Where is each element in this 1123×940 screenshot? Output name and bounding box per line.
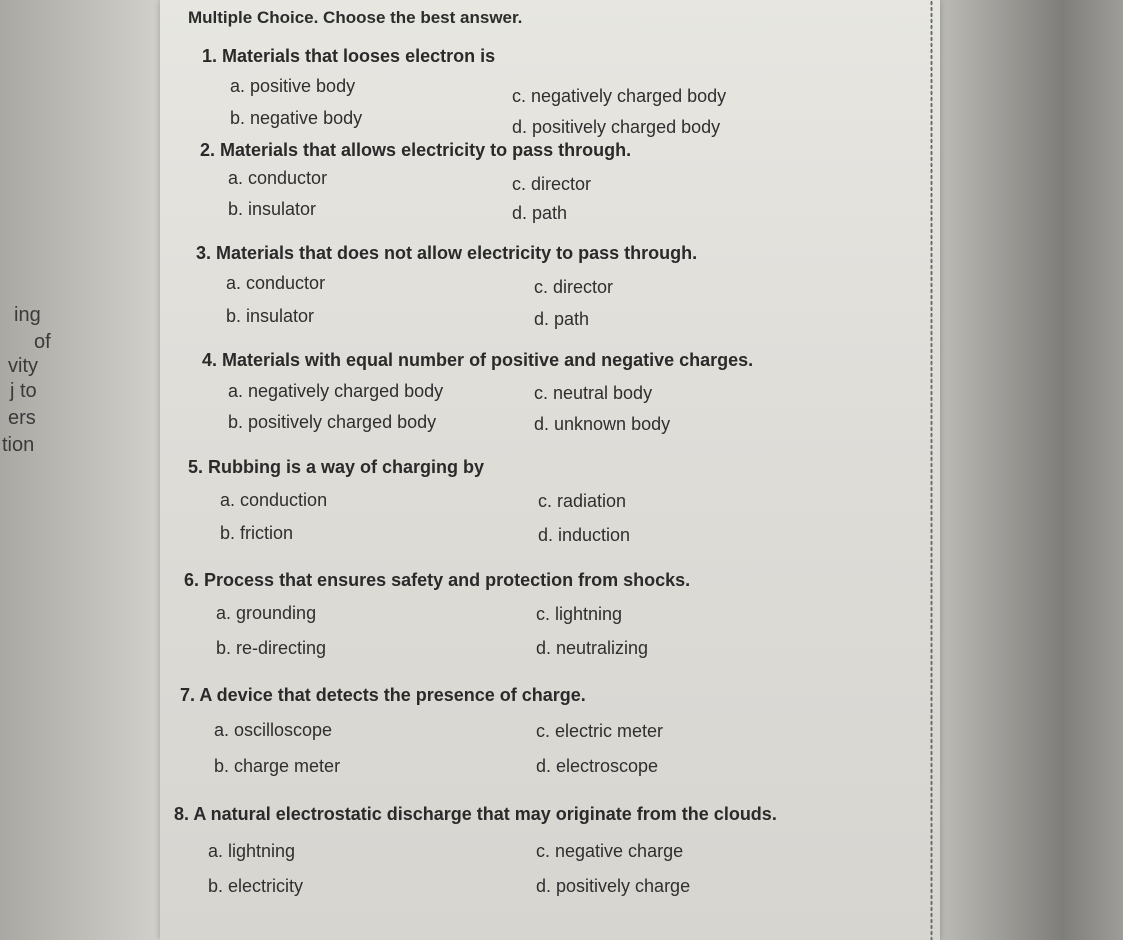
left-margin-word: j to bbox=[10, 380, 37, 402]
left-margin-word: of bbox=[34, 331, 51, 353]
question-2: 2. Materials that allows electricity to pass through. bbox=[200, 140, 632, 160]
q4-option-a[interactable]: a. negatively charged body bbox=[228, 381, 444, 401]
left-margin-word: vity bbox=[8, 355, 38, 377]
q8-option-b[interactable]: b. electricity bbox=[208, 876, 304, 896]
q4-option-b[interactable]: b. positively charged body bbox=[228, 412, 437, 432]
left-margin-word: tion bbox=[2, 434, 35, 456]
q5-option-d[interactable]: d. induction bbox=[538, 525, 631, 545]
question-7: 7. A device that detects the presence of charge. bbox=[180, 685, 586, 705]
q1-option-b[interactable]: b. negative body bbox=[230, 108, 363, 128]
q6-option-d[interactable]: d. neutralizing bbox=[536, 638, 649, 658]
question-1: 1. Materials that looses electron is bbox=[202, 46, 496, 66]
question-5: 5. Rubbing is a way of charging by bbox=[188, 457, 485, 477]
q4-option-d[interactable]: d. unknown body bbox=[534, 414, 671, 434]
q5-option-c[interactable]: c. radiation bbox=[538, 491, 627, 511]
q2-option-a[interactable]: a. conductor bbox=[228, 168, 328, 188]
q2-option-c[interactable]: c. director bbox=[512, 174, 592, 194]
q2-option-d[interactable]: d. path bbox=[512, 203, 568, 223]
question-3: 3. Materials that does not allow electricity to pass through. bbox=[196, 243, 698, 263]
left-margin-word: ing bbox=[14, 304, 41, 326]
q6-option-c[interactable]: c. lightning bbox=[536, 604, 623, 624]
question-4: 4. Materials with equal number of positive and negative charges. bbox=[202, 350, 754, 370]
q4-option-c[interactable]: c. neutral body bbox=[534, 383, 653, 403]
q1-option-a[interactable]: a. positive body bbox=[230, 76, 356, 96]
q3-option-d[interactable]: d. path bbox=[534, 309, 590, 329]
q5-option-b[interactable]: b. friction bbox=[220, 523, 294, 543]
q7-option-b[interactable]: b. charge meter bbox=[214, 756, 341, 776]
q8-option-c[interactable]: c. negative charge bbox=[536, 841, 684, 861]
q8-option-a[interactable]: a. lightning bbox=[208, 841, 296, 861]
q3-option-c[interactable]: c. director bbox=[534, 277, 614, 297]
q6-option-b[interactable]: b. re-directing bbox=[216, 638, 327, 658]
q1-option-d[interactable]: d. positively charged body bbox=[512, 117, 721, 137]
q2-option-b[interactable]: b. insulator bbox=[228, 199, 317, 219]
q7-option-d[interactable]: d. electroscope bbox=[536, 756, 659, 776]
q7-option-a[interactable]: a. oscilloscope bbox=[214, 720, 333, 740]
background-page-right bbox=[923, 0, 1123, 940]
question-8: 8. A natural electrostatic discharge that may originate from the clouds. bbox=[174, 804, 777, 824]
background-page-left bbox=[0, 0, 175, 940]
q3-option-b[interactable]: b. insulator bbox=[226, 306, 315, 326]
perforated-edge bbox=[930, 0, 933, 940]
q1-option-c[interactable]: c. negatively charged body bbox=[512, 86, 727, 106]
q5-option-a[interactable]: a. conduction bbox=[220, 490, 328, 510]
q7-option-c[interactable]: c. electric meter bbox=[536, 721, 664, 741]
q3-option-a[interactable]: a. conductor bbox=[226, 273, 326, 293]
left-margin-word: ers bbox=[8, 407, 36, 429]
question-6: 6. Process that ensures safety and protection from shocks. bbox=[184, 570, 691, 590]
q8-option-d[interactable]: d. positively charge bbox=[536, 876, 691, 896]
q6-option-a[interactable]: a. grounding bbox=[216, 603, 317, 623]
instructions-heading: Multiple Choice. Choose the best answer. bbox=[188, 8, 523, 27]
